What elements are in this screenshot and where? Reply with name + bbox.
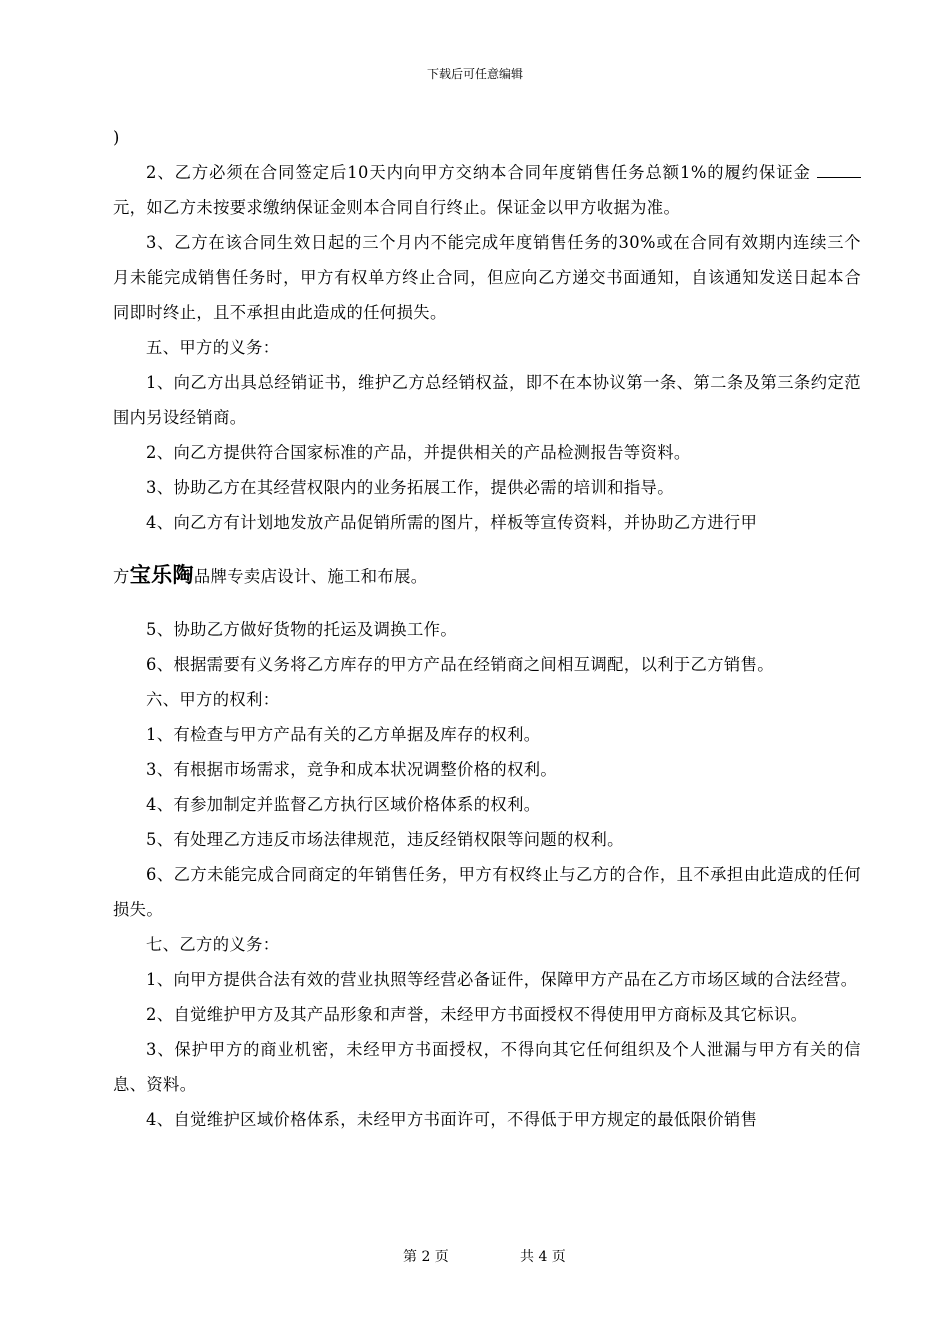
paragraph-a-obligation-5: 5、协助乙方做好货物的托运及调换工作。 [146,620,458,639]
section-heading-party-b-obligations: 七、乙方的义务： [146,935,280,954]
brand-name: 宝乐陶 [129,563,194,587]
paragraph-a-right-1: 1、有检查与甲方产品有关的乙方单据及库存的权利。 [146,725,541,744]
page-header: 下载后可任意编辑 [426,67,523,81]
paragraph-a-right-3: 3、有根据市场需求，竞争和成本状况调整价格的权利。 [146,760,558,779]
paragraph-a-right-4: 4、有参加制定并监督乙方执行区域价格体系的权利。 [146,795,541,814]
obligation-4-suffix: 品牌专卖店设计、施工和布展。 [193,567,428,586]
paragraph-deposit [113,155,861,225]
paragraph-a-right-5: 5、有处理乙方违反市场法律规范，违反经销权限等问题的权利。 [146,830,624,849]
paragraph-a-obligation-4-cont [113,558,861,594]
deposit-text-start: 2、乙方必须在合同签定后10天内向甲方交纳本合同年度销售任务总额1%的履约保证金 [146,163,817,182]
obligation-4-prefix: 方 [113,567,130,586]
paragraph-b-obligation-1: 1、向甲方提供合法有效的营业执照等经营必备证件，保障甲方产品在乙方市场区域的合法经营。 [146,970,858,989]
paragraph-a-right-6: 6、乙方未能完成合同商定的年销售任务，甲方有权终止与乙方的合作，且不承担由此造成的任何损失。 [113,865,861,919]
section-heading-party-a-obligations: 五、甲方的义务： [146,338,280,357]
paragraph-b-obligation-2: 2、自觉维护甲方及其产品形象和声誉，未经甲方书面授权不得使用甲方商标及其它标识。 [146,1005,808,1024]
page-total: 共 4 页 [520,1249,566,1265]
paragraph-a-obligation-2: 2、向乙方提供符合国家标准的产品，并提供相关的产品检测报告等资料。 [146,443,691,462]
section-heading-party-a-rights: 六、甲方的权利： [146,690,280,709]
paragraph-b-obligation-3: 3、保护甲方的商业机密，未经甲方书面授权，不得向其它任何组织及个人泄漏与甲方有关的信息、资料。 [113,1040,861,1094]
paragraph-a-obligation-6: 6、根据需要有义务将乙方库存的甲方产品在经销商之间相互调配，以利于乙方销售。 [146,655,774,674]
deposit-amount-blank [817,177,861,178]
page-number: 第 2 页 [403,1249,449,1265]
paragraph-b-obligation-4: 4、自觉维护区域价格体系，未经甲方书面许可，不得低于甲方规定的最低限价销售 [146,1110,758,1129]
paragraph-a-obligation-1: 1、向乙方出具总经销证书，维护乙方总经销权益，即不在本协议第一条、第二条及第三条约定范围内另设经销商。 [113,373,861,427]
paragraph-a-obligation-4: 4、向乙方有计划地发放产品促销所需的图片，样板等宣传资料，并协助乙方进行甲 [146,513,758,532]
paragraph-a-obligation-3: 3、协助乙方在其经营权限内的业务拓展工作，提供必需的培训和指导。 [146,478,674,497]
deposit-text-end: 元，如乙方未按要求缴纳保证金则本合同自行终止。保证金以甲方收据为准。 [113,198,681,217]
document-body [113,120,861,1137]
paragraph-termination: 3、乙方在该合同生效日起的三个月内不能完成年度销售任务的30%或在合同有效期内连续三个月未能完成销售任务时，甲方有权单方终止合同，但应向乙方递交书面通知，自该通知发送日起本合同即时终止，且不承担由此造成的任何损失。 [113,233,861,322]
paragraph-closing-paren: ) [113,128,120,147]
